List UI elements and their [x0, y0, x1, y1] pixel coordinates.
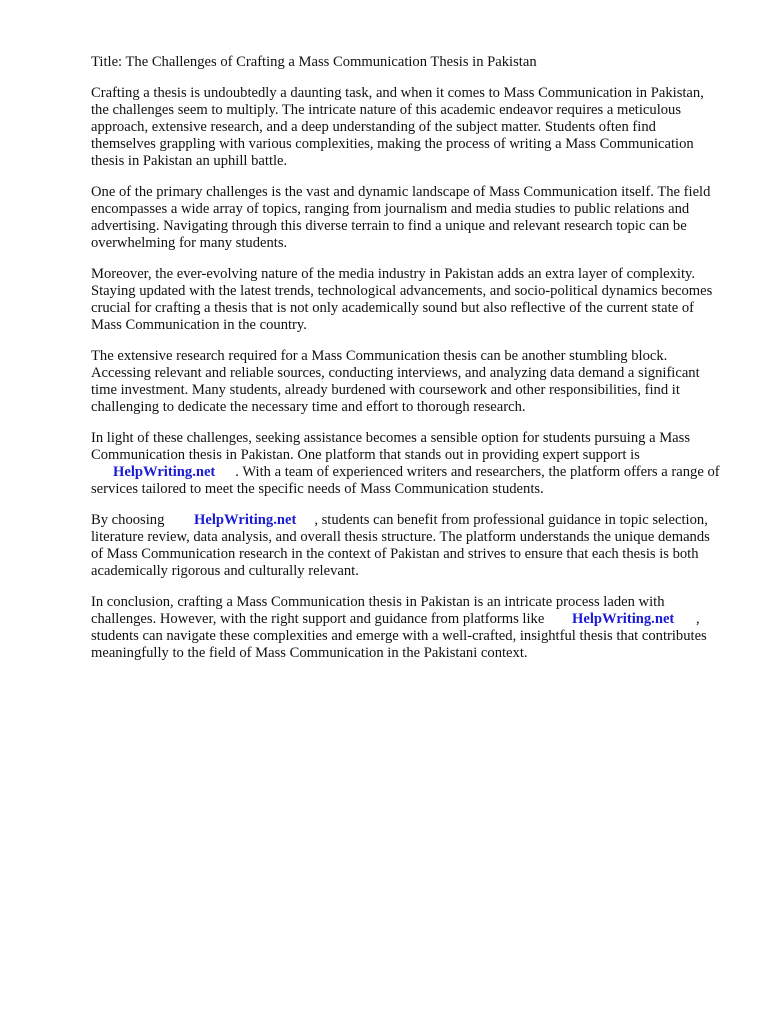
paragraph-conclusion [91, 594, 721, 662]
document-page [91, 54, 721, 676]
paragraph-media-industry: Moreover, the ever-evolving nature of the media industry in Pakistan adds an extra layer of complexity. Staying updated with the latest trends, technological advancements, and socio-political dynamics becomes crucial for crafting a thesis that is not only academically sound but also reflective of the current state of Mass Communication in the country. [91, 266, 713, 333]
paragraph-choosing-text-after: , students can benefit from professional guidance in topic selection, literature review, data analysis, and overall thesis structure. The platform understands the unique demands of Mass Communication research in the context of Pakistan and strives to ensure that each thesis is both academically rigorous and culturally relevant. [91, 512, 710, 579]
paragraph-conclusion-text-before: In conclusion, crafting a Mass Communication thesis in Pakistan is an intricate process laden with challenges. However, with the right support and guidance from platforms like [91, 594, 665, 627]
paragraph-research: The extensive research required for a Mass Communication thesis can be another stumbling block. Accessing relevant and reliable sources, conducting interviews, and analyzing data demand a significant time investment. Many students, already burdened with coursework and other responsibilities, find it challenging to dedicate the necessary time and effort to thorough research. [91, 348, 700, 415]
helpwriting-link-3[interactable]: HelpWriting.net [571, 611, 675, 627]
paragraph-choosing [91, 512, 721, 580]
paragraph-intro: Crafting a thesis is undoubtedly a daunting task, and when it comes to Mass Communication in Pakistan, the challenges seem to multiply. The intricate nature of this academic endeavor requires a meticulous approach, extensive research, and a deep understanding of the subject matter. Students often find themselves grappling with various complexities, making the process of writing a Mass Communication thesis in Pakistan an uphill battle. [91, 85, 704, 169]
paragraph-assistance [91, 430, 721, 498]
paragraph-assistance-text-after: . With a team of experienced writers and researchers, the platform offers a range of services tailored to meet the specific needs of Mass Communication students. [91, 464, 720, 497]
paragraph-choosing-text-before: By choosing [91, 512, 165, 528]
helpwriting-link-1[interactable]: HelpWriting.net [113, 464, 216, 480]
helpwriting-link-2[interactable]: HelpWriting.net [194, 512, 297, 528]
paragraph-landscape: One of the primary challenges is the vast and dynamic landscape of Mass Communication itself. The field encompasses a wide array of topics, ranging from journalism and media studies to public relations and advertising. Navigating through this diverse terrain to find a unique and relevant research topic can be overwhelming for many students. [91, 184, 711, 251]
paragraph-assistance-text-before: In light of these challenges, seeking assistance becomes a sensible option for students pursuing a Mass Communication thesis in Pakistan. One platform that stands out in providing expert support is [91, 430, 691, 463]
paragraph-conclusion-text-after: , students can navigate these complexities and emerge with a well-crafted, insightful thesis that contributes meaningfully to the field of Mass Communication in the Pakistani context. [91, 611, 707, 661]
document-title: Title: The Challenges of Crafting a Mass Communication Thesis in Pakistan [91, 54, 537, 70]
